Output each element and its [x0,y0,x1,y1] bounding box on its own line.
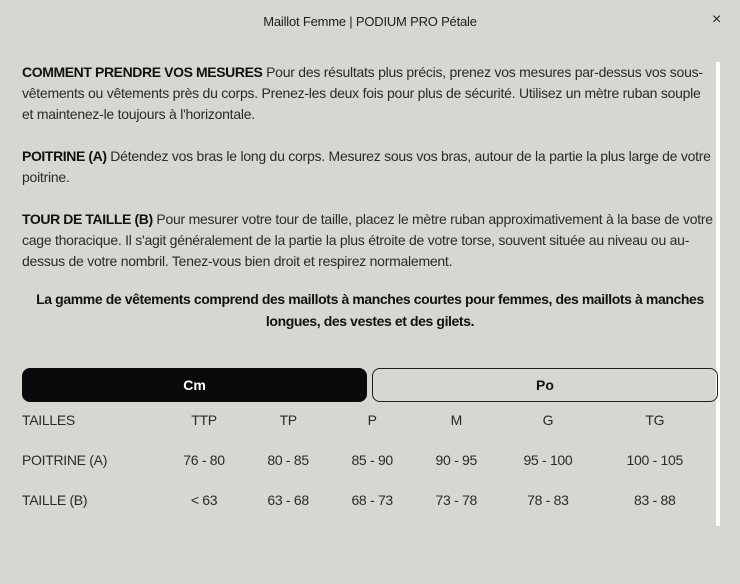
modal-title: Maillot Femme | PODIUM PRO Pétale [263,14,477,29]
table-cell: < 63 [190,492,218,508]
instruction-text: Détendez vos bras le long du corps. Mesurez sous vos bras, autour de la partie la plus large de votre poitrine. [22,148,711,185]
table-cell: 68 - 73 [351,492,393,508]
table-cell: 95 - 100 [523,452,573,468]
instruction-heading: COMMENT PRENDRE VOS MESURES [22,64,263,80]
size-table [22,400,712,520]
instruction-waist [22,209,714,272]
table-header-cell: TAILLES [22,412,75,428]
table-row [22,440,712,480]
table-row [22,480,712,520]
table-row-label: TAILLE (B) [22,492,88,508]
table-header-cell: M [450,412,462,428]
unit-toggle [22,368,718,402]
instruction-heading: POITRINE (A) [22,148,107,164]
instruction-text: Pour mesurer votre tour de taille, placez le mètre ruban approximativement à la base de votre cage thoracique. Il s'agit généralement de la partie la plus étroite de votre torse, souvent située au niveau ou au-dessus de votre nombril. Tenez-vous bien droit et respirez normalement. [22,211,713,269]
table-cell: 78 - 83 [527,492,569,508]
table-header-cell: G [542,412,554,428]
table-header-cell: TTP [191,412,217,428]
table-cell: 63 - 68 [267,492,309,508]
table-header-row [22,400,712,440]
table-cell: 76 - 80 [183,452,225,468]
table-cell: 73 - 78 [435,492,478,508]
table-header-cell: TG [645,412,665,428]
table-header-cell: TP [279,412,297,428]
range-note: La gamme de vêtements comprend des maillots à manches courtes pour femmes, des maillots à manches longues, des vestes et des gilets. [36,291,704,329]
instruction-chest [22,146,714,188]
table-cell: 83 - 88 [634,492,676,508]
table-cell: 100 - 105 [626,452,683,468]
table-header-cell: P [367,412,377,428]
unit-inch-button[interactable]: Po [372,368,718,402]
measurement-instructions [22,62,714,293]
close-icon[interactable]: × [712,11,722,28]
instruction-heading: TOUR DE TAILLE (B) [22,211,153,227]
table-row-label: POITRINE (A) [22,452,108,468]
instruction-how-to-measure [22,62,714,125]
table-cell: 80 - 85 [267,452,309,468]
table-cell: 90 - 95 [435,452,478,468]
unit-cm-button[interactable]: Cm [22,368,367,402]
table-cell: 85 - 90 [351,452,393,468]
instruction-text: Pour des résultats plus précis, prenez vos mesures par-dessus vos sous-vêtements ou vêtements près du corps. Prenez-les deux fois pour plus de sécurité. Utilisez un mètre ruban souple et maintenez-le toujours à l'horizontale. [22,64,703,122]
